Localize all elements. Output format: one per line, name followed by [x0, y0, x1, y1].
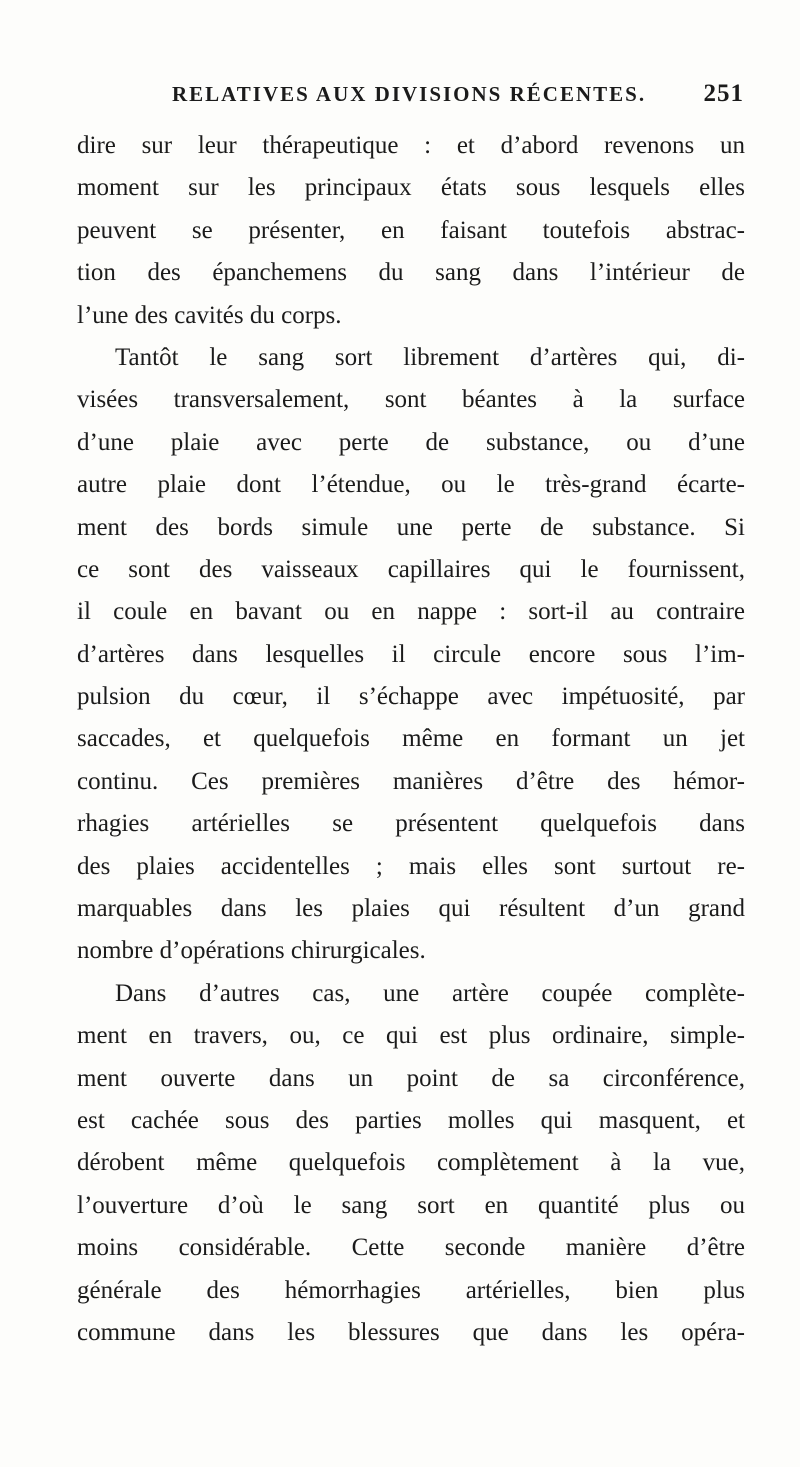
text-line: pulsion du cœur, il s’échappe avec impétuosité, par — [77, 683, 745, 711]
text-line: ment ouverte dans un point de sa circonférence, — [77, 1064, 745, 1092]
text-line: commune dans les blessures que dans les opéra- — [77, 1318, 745, 1346]
page-number: 251 — [703, 80, 744, 107]
text-line: moment sur les principaux états sous lesquels elles — [77, 174, 745, 202]
text-line: moins considérable. Cette seconde manière d’être — [77, 1234, 745, 1262]
paragraph-start-line: Dans d’autres cas, une artère coupée complète- — [115, 979, 745, 1007]
running-title: RELATIVES AUX DIVISIONS RÉCENTES. — [172, 82, 647, 106]
body-text — [77, 125, 745, 1354]
text-line: d’une plaie avec perte de substance, ou d’une — [77, 428, 745, 456]
text-line: continu. Ces premières manières d’être des hémor- — [77, 767, 745, 795]
text-line: ment des bords simule une perte de substance. Si — [77, 513, 745, 541]
text-line: d’artères dans lesquelles il circule encore sous l’im- — [77, 640, 745, 668]
text-line: générale des hémorrhagies artérielles, bien plus — [77, 1276, 745, 1304]
text-line: saccades, et quelquefois même en formant un jet — [77, 725, 745, 753]
text-line: dérobent même quelquefois complètement à la vue, — [77, 1149, 745, 1177]
text-line: l’une des cavités du corps. — [77, 301, 342, 329]
text-line: est cachée sous des parties molles qui masquent, et — [77, 1106, 745, 1134]
text-line: tion des épanchemens du sang dans l’intérieur de — [77, 259, 745, 287]
paragraph-start-line: Tantôt le sang sort librement d’artères qui, di- — [115, 343, 745, 371]
text-line: peuvent se présenter, en faisant toutefois abstrac- — [77, 216, 745, 244]
text-line: dire sur leur thérapeutique : et d’abord revenons un — [77, 132, 745, 159]
text-line: autre plaie dont l’étendue, ou le très-grand écarte- — [77, 471, 745, 499]
text-line: ment en travers, ou, ce qui est plus ordinaire, simple- — [77, 1022, 745, 1050]
text-line: il coule en bavant ou en nappe : sort-il au contraire — [77, 598, 745, 626]
text-line: ce sont des vaisseaux capillaires qui le fournissent, — [77, 555, 745, 583]
running-head — [172, 80, 744, 114]
text-line: marquables dans les plaies qui résultent d’un grand — [77, 895, 745, 923]
text-line: des plaies accidentelles ; mais elles sont surtout re- — [77, 852, 745, 880]
text-line: visées transversalement, sont béantes à la surface — [77, 386, 745, 414]
text-line: l’ouverture d’où le sang sort en quantité plus ou — [77, 1191, 745, 1219]
text-line: nombre d’opérations chirurgicales. — [77, 937, 426, 965]
text-line: rhagies artérielles se présentent quelquefois dans — [77, 810, 745, 838]
